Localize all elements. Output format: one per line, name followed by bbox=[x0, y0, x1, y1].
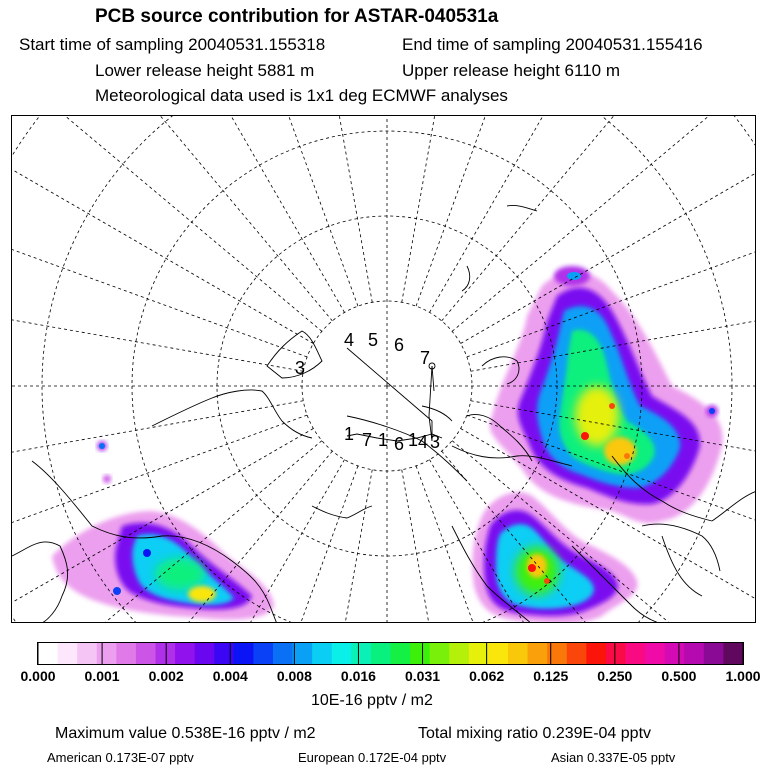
meridian-line bbox=[12, 116, 313, 344]
colorbar-swatch bbox=[351, 643, 371, 664]
colorbar-swatch bbox=[332, 643, 352, 664]
meridian-line bbox=[12, 116, 332, 321]
meridian-line bbox=[12, 147, 307, 357]
colorbar-swatch bbox=[626, 643, 646, 664]
meridian-line bbox=[12, 116, 322, 331]
meridian-line bbox=[265, 470, 372, 623]
plume-asia bbox=[490, 266, 723, 523]
maximum-value-label: Maximum value 0.538E-16 pptv / m2 bbox=[55, 725, 316, 742]
colorbar-swatch bbox=[469, 643, 489, 664]
trajectory-label: 1 bbox=[378, 430, 389, 450]
colorbar-swatch bbox=[214, 643, 234, 664]
colorbar-swatch bbox=[371, 643, 391, 664]
colorbar-swatch bbox=[58, 643, 78, 664]
american-contribution: American 0.173E-07 pptv bbox=[47, 750, 194, 765]
plume-north-america bbox=[52, 441, 274, 620]
trajectory-label: 7 bbox=[362, 430, 373, 450]
colorbar-swatch bbox=[234, 643, 254, 664]
colorbar-swatch bbox=[175, 643, 195, 664]
trajectory-label: 5 bbox=[368, 330, 379, 350]
colorbar bbox=[37, 642, 744, 665]
colorbar-tick-label: 0.500 bbox=[661, 668, 697, 684]
trajectory-label: 1 bbox=[344, 424, 355, 444]
colorbar-swatch bbox=[136, 643, 156, 664]
colorbar-swatch bbox=[430, 643, 450, 664]
colorbar-tick-label: 0.016 bbox=[340, 668, 376, 684]
colorbar-swatch bbox=[195, 643, 215, 664]
meridian-line bbox=[12, 401, 303, 508]
plume-central-asia bbox=[472, 492, 637, 623]
colorbar-swatch bbox=[704, 643, 724, 664]
colorbar-swatch bbox=[293, 643, 313, 664]
colorbar-swatch bbox=[116, 643, 136, 664]
colorbar-swatch bbox=[410, 643, 430, 664]
colorbar-tick-label: 0.004 bbox=[212, 668, 248, 684]
trajectory-label: 7 bbox=[420, 348, 431, 368]
european-contribution: European 0.172E-04 pptv bbox=[298, 750, 447, 765]
upper-release-height-label: Upper release height 6110 m bbox=[402, 61, 620, 80]
trajectory-labels bbox=[295, 330, 440, 454]
colorbar-tick-label: 0.008 bbox=[276, 668, 312, 684]
colorbar-swatch bbox=[312, 643, 332, 664]
trajectory-label: 1 bbox=[408, 430, 419, 450]
colorbar-swatch bbox=[606, 643, 626, 664]
trajectory-label: 6 bbox=[394, 335, 405, 355]
trajectory-label: 4 bbox=[418, 432, 429, 452]
meteorological-data-label: Meteorological data used is 1x1 deg ECMWF analyses bbox=[95, 86, 508, 105]
end-time-label: End time of sampling 20040531.155416 bbox=[402, 35, 703, 54]
colorbar-svg bbox=[37, 642, 744, 665]
colorbar-swatch bbox=[38, 643, 58, 664]
colorbar-swatch bbox=[684, 643, 704, 664]
colorbar-swatch bbox=[547, 643, 567, 664]
colorbar-tick-label: 0.001 bbox=[84, 668, 120, 684]
colorbar-swatch bbox=[488, 643, 508, 664]
asian-contribution: Asian 0.337E-05 pptv bbox=[551, 750, 676, 765]
colorbar-tick-label: 0.250 bbox=[597, 668, 633, 684]
map-canvas bbox=[12, 116, 756, 623]
colorbar-swatch bbox=[253, 643, 273, 664]
lower-release-height-label: Lower release height 5881 m bbox=[95, 61, 315, 80]
start-time-label: Start time of sampling 20040531.155318 bbox=[19, 35, 326, 54]
colorbar-tick-label: 0.031 bbox=[405, 668, 441, 684]
meridian-line bbox=[37, 116, 345, 312]
colorbar-swatch bbox=[645, 643, 665, 664]
trajectory-label: 4 bbox=[344, 330, 355, 350]
colorbar-swatch bbox=[508, 643, 528, 664]
colorbar-tick-label: 1.000 bbox=[725, 668, 761, 684]
colorbar-tick-label: 0.125 bbox=[533, 668, 569, 684]
colorbar-tick-label: 0.062 bbox=[469, 668, 505, 684]
trajectory-label: 6 bbox=[394, 434, 405, 454]
meridian-line bbox=[402, 116, 509, 302]
colorbar-swatch bbox=[77, 643, 97, 664]
plot-title: PCB source contribution for ASTAR-040531a bbox=[95, 6, 499, 27]
colorbar-swatch bbox=[665, 643, 685, 664]
colorbar-swatch bbox=[273, 643, 293, 664]
colorbar-swatch bbox=[528, 643, 548, 664]
colorbar-swatch bbox=[586, 643, 606, 664]
trajectory-label: 3 bbox=[295, 358, 306, 378]
total-mixing-ratio-label: Total mixing ratio 0.239E-04 pptv bbox=[418, 725, 652, 742]
colorbar-unit: 10E-16 pptv / m2 bbox=[311, 692, 433, 709]
colorbar-swatch bbox=[156, 643, 176, 664]
colorbar-swatch bbox=[723, 643, 743, 664]
colorbar-tick-label: 0.002 bbox=[148, 668, 184, 684]
colorbar-swatch bbox=[391, 643, 411, 664]
colorbar-tick-label: 0.000 bbox=[20, 668, 56, 684]
colorbar-swatch bbox=[449, 643, 469, 664]
polar-map bbox=[11, 115, 756, 623]
colorbar-swatch bbox=[567, 643, 587, 664]
meridian-line bbox=[265, 116, 372, 302]
trajectory-label: 3 bbox=[430, 432, 441, 452]
meridian-line bbox=[12, 264, 303, 371]
colorbar-swatch bbox=[97, 643, 117, 664]
